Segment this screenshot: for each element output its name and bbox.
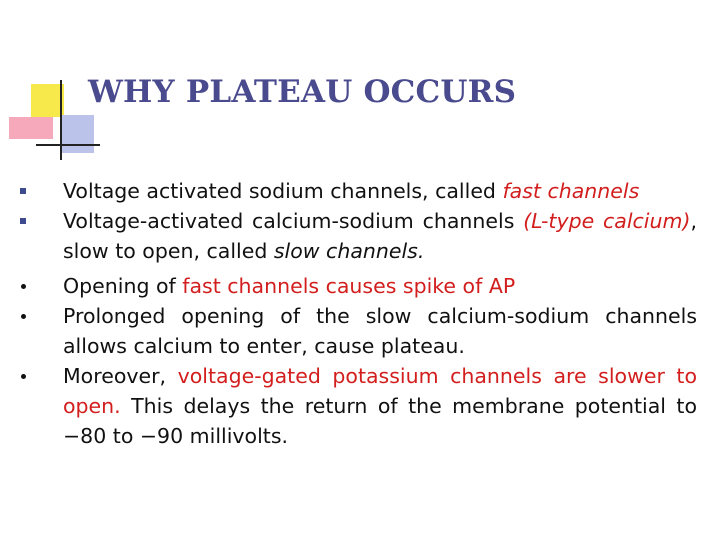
list-item-slow-channels (0, 206, 697, 266)
item-text: Opening of (63, 274, 183, 298)
italic-text: slow channels. (273, 239, 425, 263)
square-bullet-icon (0, 176, 60, 206)
list-item-potassium (0, 361, 697, 451)
page-title: WHY PLATEAU OCCURS (88, 74, 517, 110)
item-text: This delays the return of the membrane potential to −80 to −90 millivolts. (63, 394, 697, 448)
highlight-text: voltage-gated potassium channels are slower to open. (63, 364, 697, 418)
logo-yellow-square (31, 84, 64, 117)
dot-bullet-icon (0, 271, 60, 301)
logo-blue-square (60, 115, 94, 153)
bullet-list (0, 176, 720, 451)
item-text: Voltage activated sodium channels, called (63, 179, 503, 203)
highlight-text: fast channels causes spike of AP (182, 274, 516, 298)
highlight-text: fast channels (502, 179, 640, 203)
list-item-plateau (0, 301, 697, 361)
item-text: Prolonged opening of the slow calcium-sodium channels allows calcium to enter, cause plateau. (63, 304, 697, 358)
dot-bullet-icon (0, 301, 60, 331)
decorative-logo-icon (0, 0, 100, 170)
highlight-text: (L-type calcium) (523, 209, 691, 233)
item-text: Voltage-activated calcium-sodium channels (63, 209, 524, 233)
dot-bullet-icon (0, 361, 60, 391)
list-item-spike (0, 271, 697, 301)
list-item-fast-channels (0, 176, 697, 206)
item-text: , slow to open, called (63, 209, 697, 263)
item-text: Moreover, (63, 364, 178, 388)
square-bullet-icon (0, 206, 60, 236)
logo-pink-square (9, 117, 53, 139)
